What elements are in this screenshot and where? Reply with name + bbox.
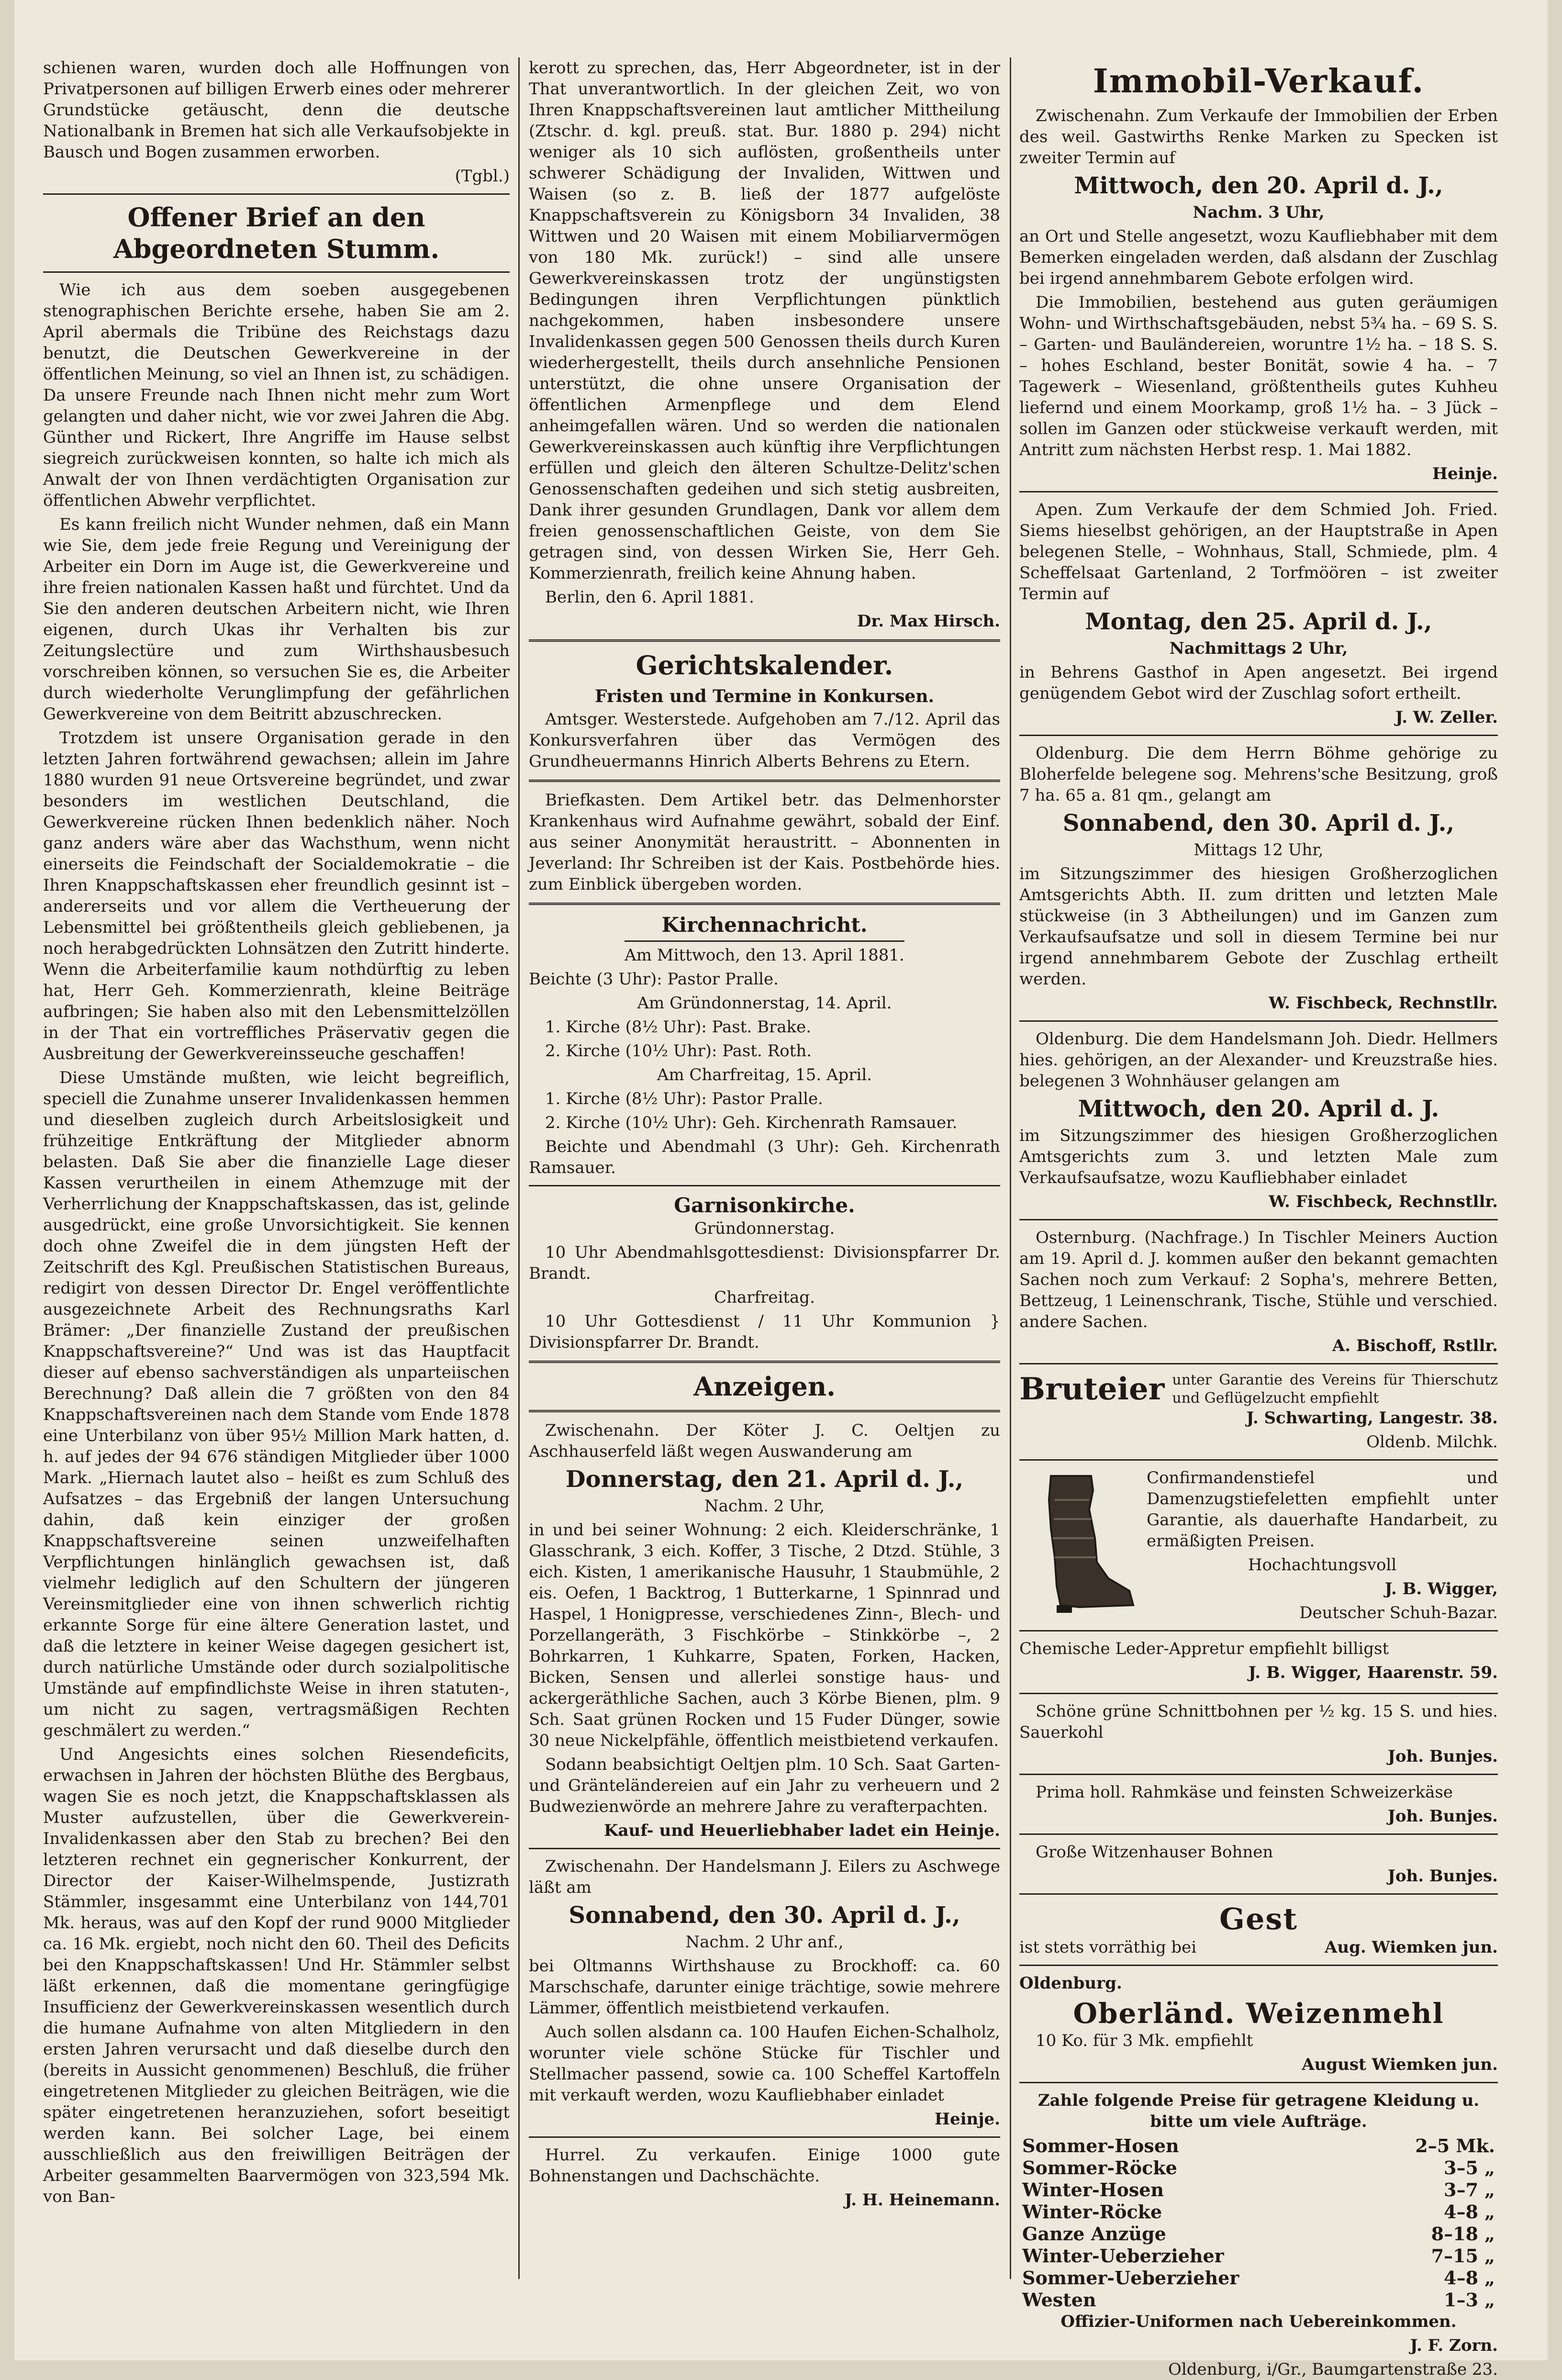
ad-address: Oldenburg, i/Gr., Baumgartenstraße 23. xyxy=(1168,2360,1498,2379)
ad-date: Sonnabend, den 30. April d. J., xyxy=(569,1902,960,1929)
ad-body: im Sitzungszimmer des hiesigen Großherzoglichen Amtsgerichts Abth. II. zum dritten und letzten Male stückweise (in 3 Abtheilungen) und im Ganzen zum Verkaufsaufsatze und soll in diesem Termine bei nur irgend annehmbarem Gebote der Zuschlag ertheilt werden. xyxy=(1019,864,1498,989)
ad-text: Apen. Zum Verkaufe der dem Schmied Joh. Fried. Siems hieselbst gehörigen, an der Hauptstraße in Apen belegenen Stelle, – Wohnhaus, Stall, Schmiede, plm. 4 Scheffelsaat Gartenland, 2 Torfmöören – ist zweiter Termin auf xyxy=(1019,500,1498,603)
ad-signature: J. Schwarting, Langestr. 38. xyxy=(1246,1408,1498,1428)
ad-body: Auch sollen alsdann ca. 100 Haufen Eichen-Schalholz, worunter viele schöne Stücke für Tischler und Stellmacher passend, sowie ca. 100 Scheffel Kartoffeln mit verkauft werden, wozu Kaufliebhaber einladet xyxy=(529,2022,1000,2105)
ad-signature: Kauf- und Heuerliebhaber ladet ein Heinje. xyxy=(603,1821,1000,1840)
boots-ad xyxy=(1019,1467,1498,1683)
ad-signature: J. B. Wigger, xyxy=(1384,1579,1498,1598)
ads-title: Anzeigen. xyxy=(693,1371,836,1402)
divider xyxy=(1019,1459,1498,1461)
ad-subline: Oldenb. Milchk. xyxy=(1366,1432,1498,1452)
divider xyxy=(529,639,1000,642)
signature: Dr. Max Hirsch. xyxy=(857,612,1000,631)
intro-source: (Tgbl.) xyxy=(455,167,510,186)
ad-signature: Heinje. xyxy=(1432,464,1498,483)
ad-signature: Heinje. xyxy=(934,2110,1000,2129)
divider xyxy=(43,271,510,273)
divider xyxy=(1019,2082,1498,2083)
price-row xyxy=(1019,2179,1498,2201)
ad-text: Große Witzenhauser Bohnen xyxy=(1036,1843,1273,1862)
real-estate-title: Immobil-Verkauf. xyxy=(1093,62,1425,101)
boot-icon xyxy=(1022,1471,1137,1620)
divider xyxy=(625,940,904,942)
divider xyxy=(529,903,1000,905)
article-paragraph: kerott zu sprechen, das, Herr Abgeordneter, ist in der That unverantwortlich. In der gleichen Zeit, wo von Ihren Knappschaftsvereinen laut amtlicher Mittheilung (Ztschr. d. kgl. preuß. stat. Bur. 1880 p. 294) nicht weniger als 10 sich auflösten, großentheils unter schwerer Schädigung der Invaliden, Wittwen und Waisen (so z. B. ließ der 1877 aufgelöste Knappschaftsverein zu Königsborn 34 Invaliden, 38 Wittwen und 20 Waisen mit einem Mobiliarvermögen von 180 Mk. zurück!) – sind alle unsere Gewerkvereinskassen trotz der ungünstigsten Bedingungen ihren Verpflichtungen pünktlich nachgekommen, haben insbesondere unsere Invalidenkassen gegen 500 Genossen theils durch Kuren wiederhergestellt, theils durch ansehnliche Pensionen unterstützt, die ohne unsere Organisation der öffentlichen Armenpflege und dem Elend anheimgefallen wären. Und so werden die nationalen Gewerkvereinskassen auch künftig ihre Verpflichtungen erfüllen und gleich den älteren Schultze-Delitz'schen Genossenschaften gedeihen und sich stetig ausbreiten, Dank ihrer gesunden Grundlagen, Dank vor allem dem freien genossenschaftlichen Geiste, von dem Sie getragen sind, von dessen Wirken Sie, Herr Geh. Kommerzienrath, freilich keine Ahnung haben. xyxy=(529,58,1000,583)
price-item: Westen xyxy=(1022,2289,1096,2311)
church-line: 1. Kirche (8½ Uhr): Pastor Pralle. xyxy=(545,1089,823,1108)
ad-body: in Behrens Gasthof in Apen angesetzt. Bei irgend genügendem Gebot wird der Zuschlag sofort ertheilt. xyxy=(1019,663,1498,703)
column-rule xyxy=(1010,57,1011,2279)
price-value: 3–5 „ xyxy=(1444,2157,1495,2179)
price-row xyxy=(1019,2201,1498,2223)
eggs-ad xyxy=(1019,1371,1498,1408)
court-calendar-title: Gerichtskalender. xyxy=(636,650,893,681)
divider xyxy=(529,1848,1000,1849)
ad-signature: J. W. Zeller. xyxy=(1395,708,1498,727)
ad-signature: Joh. Bunjes. xyxy=(1387,1807,1498,1826)
church-line: 1. Kirche (8½ Uhr): Past. Brake. xyxy=(545,1017,812,1037)
ad-signature: W. Fischbeck, Rechnstllr. xyxy=(1269,994,1498,1013)
church-line: 2. Kirche (10½ Uhr): Past. Roth. xyxy=(545,1041,812,1061)
divider xyxy=(1019,1893,1498,1895)
church-line: 10 Uhr Abendmahlsgottesdienst: Divisionspfarrer Dr. Brandt. xyxy=(529,1243,1000,1283)
church-line: Am Gründonnerstag, 14. April. xyxy=(637,994,892,1013)
price-value: 8–18 „ xyxy=(1431,2223,1495,2245)
ad-text: Hurrel. Zu verkaufen. Einige 1000 gute Bohnenstangen und Dachschächte. xyxy=(529,2145,1000,2186)
price-value: 1–3 „ xyxy=(1444,2289,1495,2311)
price-item: Sommer-Röcke xyxy=(1022,2157,1177,2179)
ad-date: Mittwoch, den 20. April d. J., xyxy=(1074,172,1443,199)
price-row xyxy=(1019,2135,1498,2157)
ad-text: Oldenburg. Die dem Herrn Böhme gehörige zu Bloherfelde belegene sog. Mehrens'sche Besitzung, groß 7 ha. 65 a. 81 qm., gelangt am xyxy=(1019,744,1498,805)
divider xyxy=(1019,1363,1498,1364)
ad-place: Oldenburg. xyxy=(1019,1974,1122,1993)
church-line: 2. Kirche (10½ Uhr): Geh. Kirchenrath Ramsauer. xyxy=(545,1113,958,1132)
article-paragraph: Es kann freilich nicht Wunder nehmen, daß ein Mann wie Sie, dem jede freie Regung und Vereinigung der Arbeiter ein Dorn im Auge ist, die Gewerkvereine und ihre freien nationalen Kassen haßt und fürchtet. Und da Sie den anderen deutschen Arbeitern nicht, wie Ihren eigenen, durch Ukas ihr Verhalten bis zur Zeitungslectüre und zum Wirthshausbesuch vorschreiben können, so versuchen Sie es, die Arbeiter durch wiederholte Verunglimpfung der gefährlichen Gewerkvereine von dem Beitritt abzuschrecken. xyxy=(43,515,510,724)
price-row xyxy=(1019,2245,1498,2267)
ad-body: bei Oltmanns Wirthshause zu Brockhoff: ca. 60 Marschschafe, darunter einige trächtige, sowie mehrere Lämmer, öffentlich meistbietend verkaufen. xyxy=(529,1956,1000,2018)
price-row xyxy=(1019,2267,1498,2289)
divider xyxy=(1019,491,1498,492)
ad-signature: J. H. Heinemann. xyxy=(844,2190,1000,2210)
clothing-ad-heading: Zahle folgende Preise für getragene Kleidung u. bitte um viele Aufträge. xyxy=(1038,2091,1480,2131)
price-value: 2–5 Mk. xyxy=(1415,2135,1495,2157)
ad-signature: J. F. Zorn. xyxy=(1410,2336,1498,2355)
article-paragraph: Diese Umstände mußten, wie leicht begreiflich, speciell die Zunahme unserer Invalidenkassen hemmen und dieselben zugleich durch Arbeitslosigkeit und frühzeitige Entkräftung der Mitglieder abnorm belasten. Daß Sie aber die finanzielle Lage dieser Kassen verurtheilen in einem Athemzuge mit der Verherrlichung der Knappschaftskassen, das ist, gelinde ausgedrückt, eine große Unvorsichtigkeit. Sie kennen doch ohne Zweifel die in dem jüngsten Heft der Zeitschrift des Kgl. Preußischen Statistischen Bureaus, redigirt von dessen Director Dr. Engel veröffentlichte ausgezeichnete Arbeit des Rechnungsraths Karl Brämer: „Der finanzielle Zustand der preußischen Knappschaftsvereine?“ Und was ist das Hauptfacit dieser auf ebenso sachverständigen als unparteiischen Berechnung? Daß allein die 7 größten von den 84 Knappschaftsvereinen nach dem Stande vom Ende 1878 eine Unterbilanz von über 95½ Million Mark hatten, d. h. auf jedes der 94 676 ständigen Mitglieder über 1000 Mark. „Hiernach lautet also – heißt es zum Schluß des Aufsatzes – das Ergebniß der langen Untersuchung dahin, daß kein einziger der großen Knappschaftsvereine seinen unzweifelhaften Verpflichtungen hinlänglich gewachsen ist, daß vielmehr lediglich auf den Schultern der jüngeren Vereinsmitglieder eine von ihnen schwerlich richtig erkannte Sorge für eine ältere Generation lastet, und daß die letztere in keiner Weise dagegen gesichert ist, durch natürliche Umstände oder durch sozialpolitische Umstände auf empfindlichste Weise in ihren statuten-, um nicht zu sagen, vertragsmäßigen Rechten geschmälert zu werden.“ xyxy=(43,1068,510,1740)
ad-time: Nachm. 2 Uhr, xyxy=(704,1497,825,1516)
price-row xyxy=(1019,2157,1498,2179)
ad-signature: W. Fischbeck, Rechnstllr. xyxy=(1269,1192,1498,1211)
court-calendar-subtitle: Fristen und Termine in Konkursen. xyxy=(594,686,935,706)
court-calendar-text: Amtsger. Westerstede. Aufgehoben am 7./12. April das Konkursverfahren über das Vermögen des Grundheuermanns Hinrich Alberts Behrens zu Etern. xyxy=(529,710,1000,771)
divider xyxy=(1019,1020,1498,1022)
ad-body: an Ort und Stelle angesetzt, wozu Kaufliebhaber mit dem Bemerken eingeladen werden, daß alsdann der Zuschlag bei irgend annehmbarem Gebote erfolgen wird. xyxy=(1019,227,1498,288)
column-3 xyxy=(1019,57,1498,2379)
divider xyxy=(529,1361,1000,1363)
ad-text: Osternburg. (Nachfrage.) In Tischler Meiners Auction am 19. April d. J. kommen außer den bekannt gemachten Sachen noch zum Verkauf: 2 Sopha's, mehrere Betten, Bettzeug, 1 Leinenschrank, Tische, Stühle und verschied. andere Sachen. xyxy=(1019,1228,1498,1331)
clothing-price-table xyxy=(1019,2135,1498,2311)
ad-body: Confirmandenstiefel und Damenzugstiefeletten empfiehlt unter Garantie, als dauerhafte Handarbeit, zu ermäßigten Preisen. xyxy=(1147,1468,1498,1551)
eggs-text: unter Garantie des Vereins für Thierschutz und Geflügelzucht empfiehlt xyxy=(1172,1372,1498,1407)
ad-text: 10 Ko. für 3 Mk. empfiehlt xyxy=(1036,2031,1253,2050)
ad-body: Chemische Leder-Appretur empfiehlt billigst xyxy=(1019,1639,1389,1658)
divider xyxy=(1019,1833,1498,1835)
church-line: Am Charfreitag, 15. April. xyxy=(657,1065,872,1084)
divider xyxy=(43,193,510,195)
article-title: Offener Brief an den Abgeordneten Stumm. xyxy=(113,202,440,264)
column-2 xyxy=(529,57,1000,2279)
ad-body: Die Immobilien, bestehend aus guten geräumigen Wohn- und Wirthschaftsgebäuden, nebst 5¾ ha. – 69 S. S. – Garten- und Bauländereien, woruntre 1½ ha. – 18 S. S. – hohes Eschland, bester Bonität, sowie 4 ha. – 7 Tagewerk – Wiesenland, größtentheils gutes Kuhheu liefernd und einem Moorkamp, groß 1½ ha. – 3 Jück – sollen im Ganzen oder stückweise verkauft werden, mit Antritt zum nächsten Herbst resp. 1. Mai 1882. xyxy=(1019,293,1498,459)
ad-text: Zwischenahn. Der Köter J. C. Oeltjen zu Aschhauserfeld läßt wegen Auswanderung am xyxy=(529,1421,1000,1461)
church-line: Am Mittwoch, den 13. April 1881. xyxy=(625,946,904,965)
price-value: 7–15 „ xyxy=(1431,2245,1495,2267)
ad-date: Mittwoch, den 20. April d. J. xyxy=(1078,1095,1439,1122)
clothing-ad-footer: Offizier-Uniformen nach Uebereinkommen. xyxy=(1060,2312,1457,2331)
price-value: 4–8 „ xyxy=(1444,2201,1495,2223)
church-line: Gründonnerstag. xyxy=(694,1219,835,1238)
price-value: 4–8 „ xyxy=(1444,2267,1495,2289)
yeast-title: Gest xyxy=(1219,1901,1298,1936)
letterbox-text: Briefkasten. Dem Artikel betr. das Delmenhorster Krankenhaus wird Aufnahme gewährt, sobald der Einf. aus seiner Anonymität heraustritt. – Abonnenten in Jeverland: Ihr Schreiben ist der Kais. Postbehörde hies. zum Einblick übergeben worden. xyxy=(529,791,1000,894)
church-news-title: Kirchennachricht. xyxy=(661,913,868,937)
price-item: Winter-Ueberzieher xyxy=(1022,2245,1224,2267)
divider xyxy=(1019,1219,1498,1220)
divider xyxy=(529,1410,1000,1412)
price-item: Sommer-Ueberzieher xyxy=(1022,2267,1239,2289)
ad-signature: Joh. Bunjes. xyxy=(1387,1747,1498,1766)
ad-signature: A. Bischoff, Rstllr. xyxy=(1332,1336,1498,1355)
divider xyxy=(1019,1693,1498,1694)
ad-text: Zwischenahn. Der Handelsmann J. Eilers zu Aschwege läßt am xyxy=(529,1857,1000,1897)
divider xyxy=(1019,1774,1498,1775)
ad-date: Montag, den 25. April d. J., xyxy=(1085,608,1432,635)
ad-signature: August Wiemken jun. xyxy=(1302,2055,1498,2074)
column-rule xyxy=(518,57,520,2279)
ad-subline: Deutscher Schuh-Bazar. xyxy=(1299,1603,1498,1622)
yeast-line xyxy=(1019,1937,1498,1958)
church-line: 10 Uhr Gottesdienst / 11 Uhr Kommunion } Divisionspfarrer Dr. Brandt. xyxy=(529,1312,1000,1352)
divider xyxy=(1019,1630,1498,1631)
divider xyxy=(1019,735,1498,736)
newspaper-page xyxy=(14,0,1548,2379)
divider xyxy=(529,780,1000,782)
price-value: 3–7 „ xyxy=(1444,2179,1495,2201)
ad-greeting: Hochachtungsvoll xyxy=(1248,1555,1397,1575)
ad-time: Nachm. 2 Uhr anf., xyxy=(685,1933,844,1952)
divider xyxy=(529,1185,1000,1186)
dateline: Berlin, den 6. April 1881. xyxy=(545,588,754,607)
ad-time: Mittags 12 Uhr, xyxy=(1194,840,1324,860)
price-row xyxy=(1019,2223,1498,2245)
price-item: Sommer-Hosen xyxy=(1022,2135,1179,2157)
ad-text: Oldenburg. Die dem Handelsmann Joh. Diedr. Hellmers hies. gehörigen, an der Alexander- und Kreuzstraße hies. belegenen 3 Wohnhäuser gelangen am xyxy=(1019,1029,1498,1091)
price-item: Winter-Hosen xyxy=(1022,2179,1164,2201)
flour-title: Oberländ. Weizenmehl xyxy=(1073,1997,1444,2030)
article-paragraph: Wie ich aus dem soeben ausgegebenen stenographischen Berichte ersehe, haben Sie am 2. April abermals die Tribüne des Reichstags dazu benutzt, die Deutschen Gewerkvereine in der öffentlichen Meinung, so viel an Ihnen ist, zu schädigen. Da unsere Freunde nach Ihnen nicht mehr zum Wort gelangten und daher nicht, wie vor zwei Jahren die Abg. Günther und Rickert, Ihre Angriffe im Hause selbst siegreich zurückweisen konnten, so halte ich mich als Anwalt der von Ihnen verdächtigten Organisation zur öffentlichen Abwehr verpflichtet. xyxy=(43,280,510,510)
ad-signature: J. B. Wigger, Haarenstr. 59. xyxy=(1248,1663,1498,1682)
ad-date: Sonnabend, den 30. April d. J., xyxy=(1062,810,1455,837)
column-1 xyxy=(43,57,510,2279)
divider xyxy=(1019,1965,1498,1966)
church-line: Beichte (3 Uhr): Pastor Pralle. xyxy=(529,970,779,989)
church-line: Beichte und Abendmahl (3 Uhr): Geh. Kirchenrath Ramsauer. xyxy=(529,1137,1000,1177)
ad-body: Sodann beabsichtigt Oeltjen plm. 10 Sch. Saat Garten- und Gränteländereien auf ein Jahr zu verheuern und 2 Budwezienwörde an mehrere Jahre zu verafterpachten. xyxy=(529,1755,1000,1816)
eggs-title: Bruteier xyxy=(1019,1371,1165,1407)
ad-signature: Aug. Wiemken jun. xyxy=(1325,1938,1498,1957)
garrison-church-title: Garnisonkirche. xyxy=(674,1194,855,1217)
ad-body: im Sitzungszimmer des hiesigen Großherzoglichen Amtsgerichts zum 3. und letzten Male zum Verkaufsaufsatze, wozu Kaufliebhaber einladet xyxy=(1019,1126,1498,1187)
article-paragraph: Und Angesichts eines solchen Riesendeficits, erwachsen in Jahren der höchsten Blüthe des Bergbaus, wagen Sie es noch jetzt, die Knappschaftsklassen als Muster aufzustellen, über die Gewerkverein-Invalidenkassen aber den Stab zu brechen? Bei den letzteren rechnet ein gegnerischer Konkurrent, der Director der Kaiser-Wilhelmspende, Justizrath Stämmler, insgesammt eine Unterbilanz von 144,701 Mk. heraus, was auf den Kopf der rund 9000 Mitglieder ca. 16 Mk. ergiebt, noch nicht den 60. Theil des Deficits bei den Knappschaftskassen! Und Hr. Stämmler selbst läßt erkennen, daß die momentane geringfügige Insufficienz der Gewerkvereinskassen wesentlich durch die humane Aufnahme von alten Mitgliedern in den ersten Jahren verursacht und daß dieselbe durch den (bereits in Aussicht genommenen) Beschluß, die früher eingetretenen Mitglieder zu gleichen Beiträgen, wie die später eingetretenen heranzuziehen, sofort beseitigt werden kann. Bei solcher Lage, bei einem ausschließlich aus den freiwilligen Beiträgen der Arbeiter gesammelten Baarvermögen von 323,594 Mk. von Ban- xyxy=(43,1745,510,2206)
ad-body: in und bei seiner Wohnung: 2 eich. Kleiderschränke, 1 Glasschrank, 3 eich. Koffer, 3 Tische, 2 Dtzd. Stühle, 3 eich. Kisten, 1 amerikanische Hausuhr, 1 Staubmühle, 2 eis. Oefen, 1 Backtrog, 1 Butterkarne, 1 Spinnrad und Haspel, 1 Honigpresse, verschiedenes Zinn-, Blech- und Porzellangeräth, 3 Fischkörbe – Stinkkörbe –, 2 Bohrkarren, 1 Kuhkarre, Spaten, Forken, Hacken, Bicken, Sensen und allerlei sonstige haus- und ackergeräthliche Sachen, auch 3 Körbe Bienen, plm. 9 Sch. Saat grünen Rocken und 15 Fuder Dünger, sowie 30 neue Nickelpfähle, öffentlich meistbietend verkaufen. xyxy=(529,1520,1000,1750)
ad-text: ist stets vorräthig bei xyxy=(1019,1938,1197,1957)
price-item: Ganze Anzüge xyxy=(1022,2223,1166,2245)
ad-time: Nachm. 3 Uhr, xyxy=(1193,203,1325,222)
price-row xyxy=(1019,2289,1498,2311)
ad-signature: Joh. Bunjes. xyxy=(1387,1866,1498,1886)
article-paragraph: Trotzdem ist unsere Organisation gerade in den letzten Jahren fortwährend gewachsen; allein im Jahre 1880 wurden 91 neue Ortsvereine begründet, und zwar besonders im westlichen Deutschland, die Gewerkvereine rücken Ihnen bedenklich näher. Noch ganz anders wäre aber das Wachsthum, wenn nicht einerseits die Feindschaft der Socialdemokratie – die Ihren Knappschaftskassen eher freundlich gesinnt ist – andererseits und vor allem die Vertheuerung der Lebensmittel bei größtentheils gleich gebliebenen, ja noch herabgedrückten Lohnsätzen den Zutritt hinderte. Wenn die Arbeiterfamilie kaum nothdürftig zu leben hat, Herr Geh. Kommerzienrath, kleine Beiträge aufbringen; Sie haben also mit den Lebensmittelzöllen in der That ein vortreffliches Präservativ gegen die Ausbreitung der Gewerkvereinsseuche geschaffen! xyxy=(43,728,510,1063)
ad-time: Nachmittags 2 Uhr, xyxy=(1169,639,1348,658)
intro-text: schienen waren, wurden doch alle Hoffnungen von Privatpersonen auf billigen Erwerb eines oder mehrerer Grundstücke getäuscht, denn die deutsche Nationalbank in Bremen hat sich alle Verkaufsobjekte in Bausch und Bogen zusammen erworben. xyxy=(43,58,510,162)
divider xyxy=(529,2136,1000,2138)
ad-text: Schöne grüne Schnittbohnen per ½ kg. 15 S. und hies. Sauerkohl xyxy=(1019,1702,1498,1742)
price-item: Winter-Röcke xyxy=(1022,2201,1162,2223)
ad-text: Prima holl. Rahmkäse und feinsten Schweizerkäse xyxy=(1036,1783,1453,1802)
ad-date: Donnerstag, den 21. April d. J., xyxy=(565,1466,964,1493)
ad-text: Zwischenahn. Zum Verkaufe der Immobilien der Erben des weil. Gastwirths Renke Marken zu Specken ist zweiter Termin auf xyxy=(1019,106,1498,168)
church-line: Charfreitag. xyxy=(714,1288,815,1307)
